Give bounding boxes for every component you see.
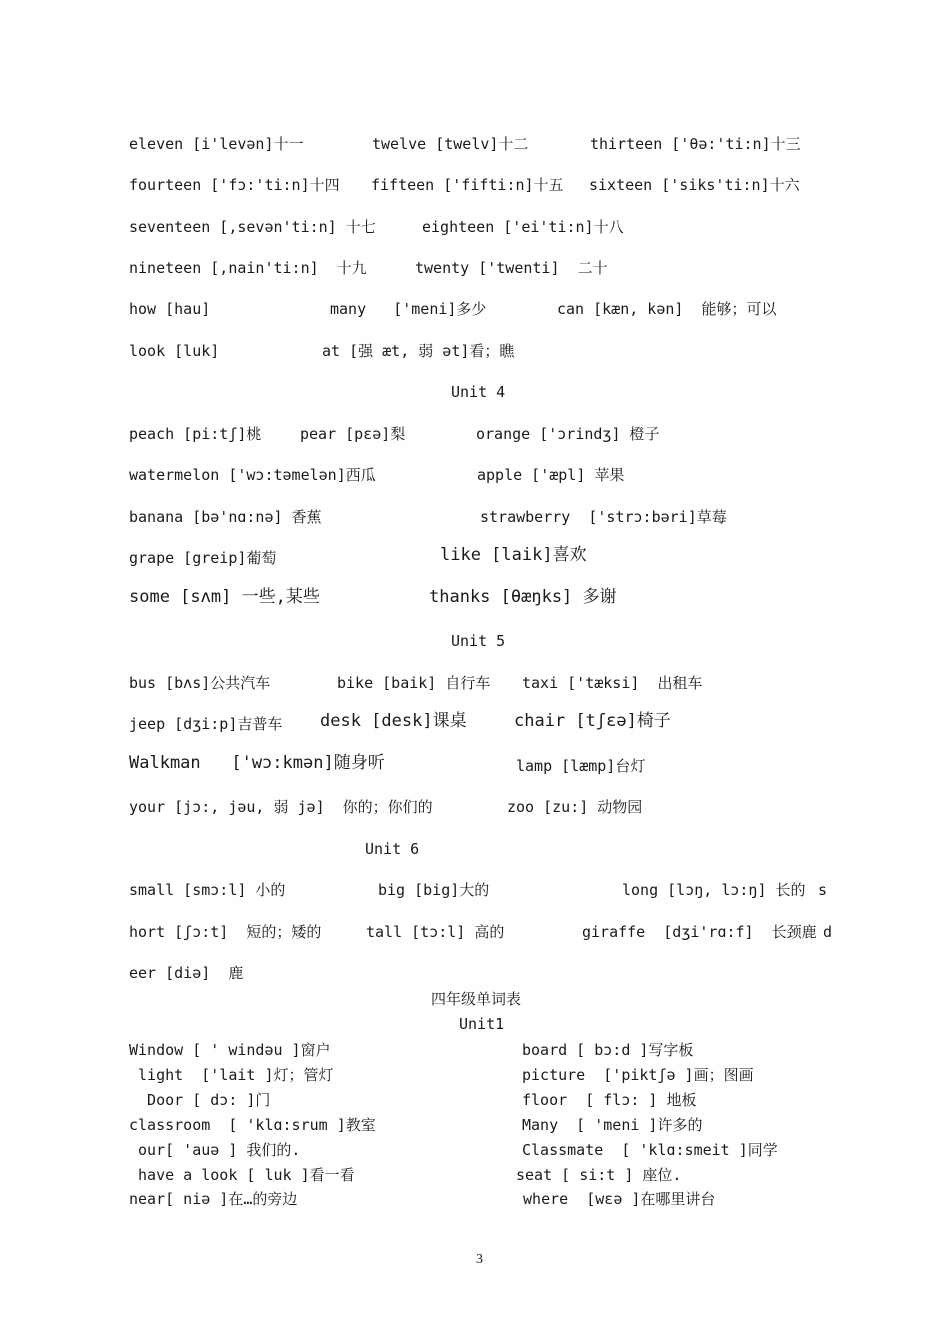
vocab-entry: apple ['æpl] 苹果: [477, 466, 625, 484]
vocab-entry: picture ['piktʃə ]画；图画: [522, 1066, 754, 1084]
vocab-entry: eleven [i'levən]十一: [129, 135, 304, 153]
vocab-entry: desk [desk]课桌: [320, 711, 467, 731]
vocab-entry: where [wɛə ]在哪里讲台: [514, 1190, 716, 1208]
vocab-entry: tall [tɔ:l] 高的: [366, 923, 505, 941]
vocab-entry: pear [pɛə]梨: [300, 425, 406, 443]
vocab-entry: twelve [twelv]十二: [372, 135, 529, 153]
vocab-entry: Window [ ' windəu ]窗户: [129, 1041, 331, 1059]
vocab-entry: can [kæn, kən] 能够；可以: [557, 300, 777, 318]
vocab-entry: jeep [dʒi:p]吉普车: [129, 715, 283, 733]
vocab-entry: how [hau]: [129, 300, 211, 318]
vocab-entry: near[ niə ]在…的旁边: [129, 1190, 298, 1208]
vocab-entry: big [big]大的: [378, 881, 490, 899]
vocab-entry-fragment: d: [823, 923, 833, 941]
vocab-entry: seat [ si:t ] 座位.: [516, 1166, 682, 1184]
vocab-entry: banana [bə'nɑ:nə] 香蕉: [129, 508, 322, 526]
vocab-entry: sixteen ['siks'ti:n]十六: [589, 176, 800, 194]
vocab-entry: board [ bɔ:d ]写字板: [522, 1041, 694, 1059]
vocab-entry: thanks [θæŋks] 多谢: [429, 587, 617, 607]
vocab-entry: lamp [læmp]台灯: [516, 757, 646, 775]
vocab-entry: watermelon ['wɔ:təmelən]西瓜: [129, 466, 376, 484]
vocab-entry: zoo [zu:] 动物园: [507, 798, 643, 816]
vocab-entry: your [jɔ:, jəu, 弱 jə] 你的；你们的: [129, 798, 433, 816]
vocab-entry: peach [pi:tʃ]桃: [129, 425, 262, 443]
vocab-entry: fourteen ['fɔ:'ti:n]十四: [129, 176, 340, 194]
vocab-entry: have a look [ luk ]看一看: [129, 1166, 355, 1184]
unit-heading: Unit 6: [365, 840, 420, 858]
vocab-entry: nineteen [,nain'ti:n] 十九: [129, 259, 367, 277]
vocab-entry: eer [diə] 鹿: [129, 964, 244, 982]
vocab-entry: bike [baik] 自行车: [337, 674, 491, 692]
vocab-entry: Walkman ['wɔ:kmən]随身听: [129, 753, 385, 773]
vocab-entry: floor [ flɔ: ] 地板: [522, 1091, 697, 1109]
vocab-entry: Many [ 'meni ]许多的: [522, 1116, 703, 1134]
vocab-entry: grape [greip]葡萄: [129, 549, 277, 567]
vocab-entry: seventeen [,sevən'ti:n] 十七: [129, 218, 376, 236]
vocab-entry: giraffe [dʒi'rɑ:f] 长颈鹿: [582, 923, 817, 941]
vocab-entry: strawberry ['strɔ:bəri]草莓: [480, 508, 727, 526]
vocab-entry: at [强 æt, 弱 ət]看；瞧: [322, 342, 515, 360]
vocab-entry: Door [ dɔ: ]门: [129, 1091, 271, 1109]
vocab-entry: classroom [ 'klɑ:srum ]教室: [129, 1116, 376, 1134]
vocab-entry: light ['lait ]灯；管灯: [129, 1066, 334, 1084]
vocab-entry: small [smɔ:l] 小的: [129, 881, 286, 899]
vocab-entry: chair [tʃɛə]椅子: [514, 711, 671, 731]
vocab-entry: fifteen ['fifti:n]十五: [371, 176, 564, 194]
page-number: 3: [476, 1252, 483, 1267]
vocab-entry: taxi ['tæksi] 出租车: [522, 674, 703, 692]
vocab-entry: bus [bʌs]公共汽车: [129, 674, 271, 692]
vocab-entry-fragment: s: [818, 881, 828, 899]
unit-heading: Unit 5: [451, 632, 506, 650]
unit-heading: Unit1: [459, 1015, 505, 1033]
vocab-entry: many ['meni]多少: [330, 300, 487, 318]
vocab-entry: thirteen ['θə:'ti:n]十三: [590, 135, 801, 153]
vocab-entry: Classmate [ 'klɑ:smeit ]同学: [522, 1141, 778, 1159]
unit-heading: Unit 4: [451, 383, 506, 401]
vocab-entry: some [sʌm] 一些,某些: [129, 587, 320, 607]
vocab-entry: our[ 'auə ] 我们的.: [129, 1141, 301, 1159]
vocab-entry: twenty ['twenti] 二十: [415, 259, 608, 277]
section-title: 四年级单词表: [431, 990, 522, 1008]
vocab-entry: hort [ʃɔ:t] 短的；矮的: [129, 923, 322, 941]
vocab-entry: long [lɔŋ, lɔ:ŋ] 长的: [622, 881, 806, 899]
vocab-entry: like [laik]喜欢: [440, 545, 587, 565]
vocab-entry: orange ['ɔrindʒ] 橙子: [476, 425, 660, 443]
vocab-entry: eighteen ['ei'ti:n]十八: [422, 218, 624, 236]
vocab-entry: look [luk]: [129, 342, 220, 360]
